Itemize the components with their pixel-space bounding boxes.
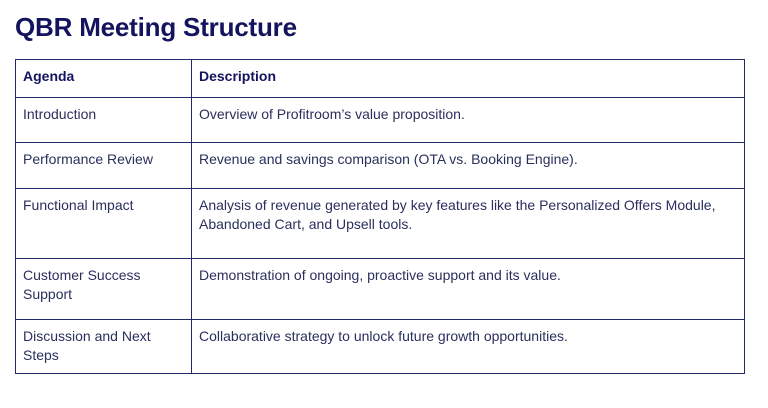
table-row [16,259,745,320]
page-title: QBR Meeting Structure [15,12,297,42]
table-row [16,320,745,374]
description-cell: Demonstration of ongoing, proactive support and its value. [192,259,745,320]
table-row [16,189,745,259]
description-column-header: Description [192,60,745,98]
description-cell: Collaborative strategy to unlock future growth opportunities. [192,320,745,374]
agenda-cell: Performance Review [16,143,192,189]
agenda-column-header: Agenda [16,60,192,98]
table-row [16,143,745,189]
agenda-cell: Discussion and Next Steps [16,320,192,374]
agenda-cell: Introduction [16,98,192,143]
description-cell: Analysis of revenue generated by key features like the Personalized Offers Module, Abandoned Cart, and Upsell tools. [192,189,745,259]
table-header-row [16,60,745,98]
agenda-cell: Customer Success Support [16,259,192,320]
agenda-table [15,59,745,374]
table-row [16,98,745,143]
description-cell: Revenue and savings comparison (OTA vs. Booking Engine). [192,143,745,189]
description-cell: Overview of Profitroom’s value proposition. [192,98,745,143]
agenda-cell: Functional Impact [16,189,192,259]
